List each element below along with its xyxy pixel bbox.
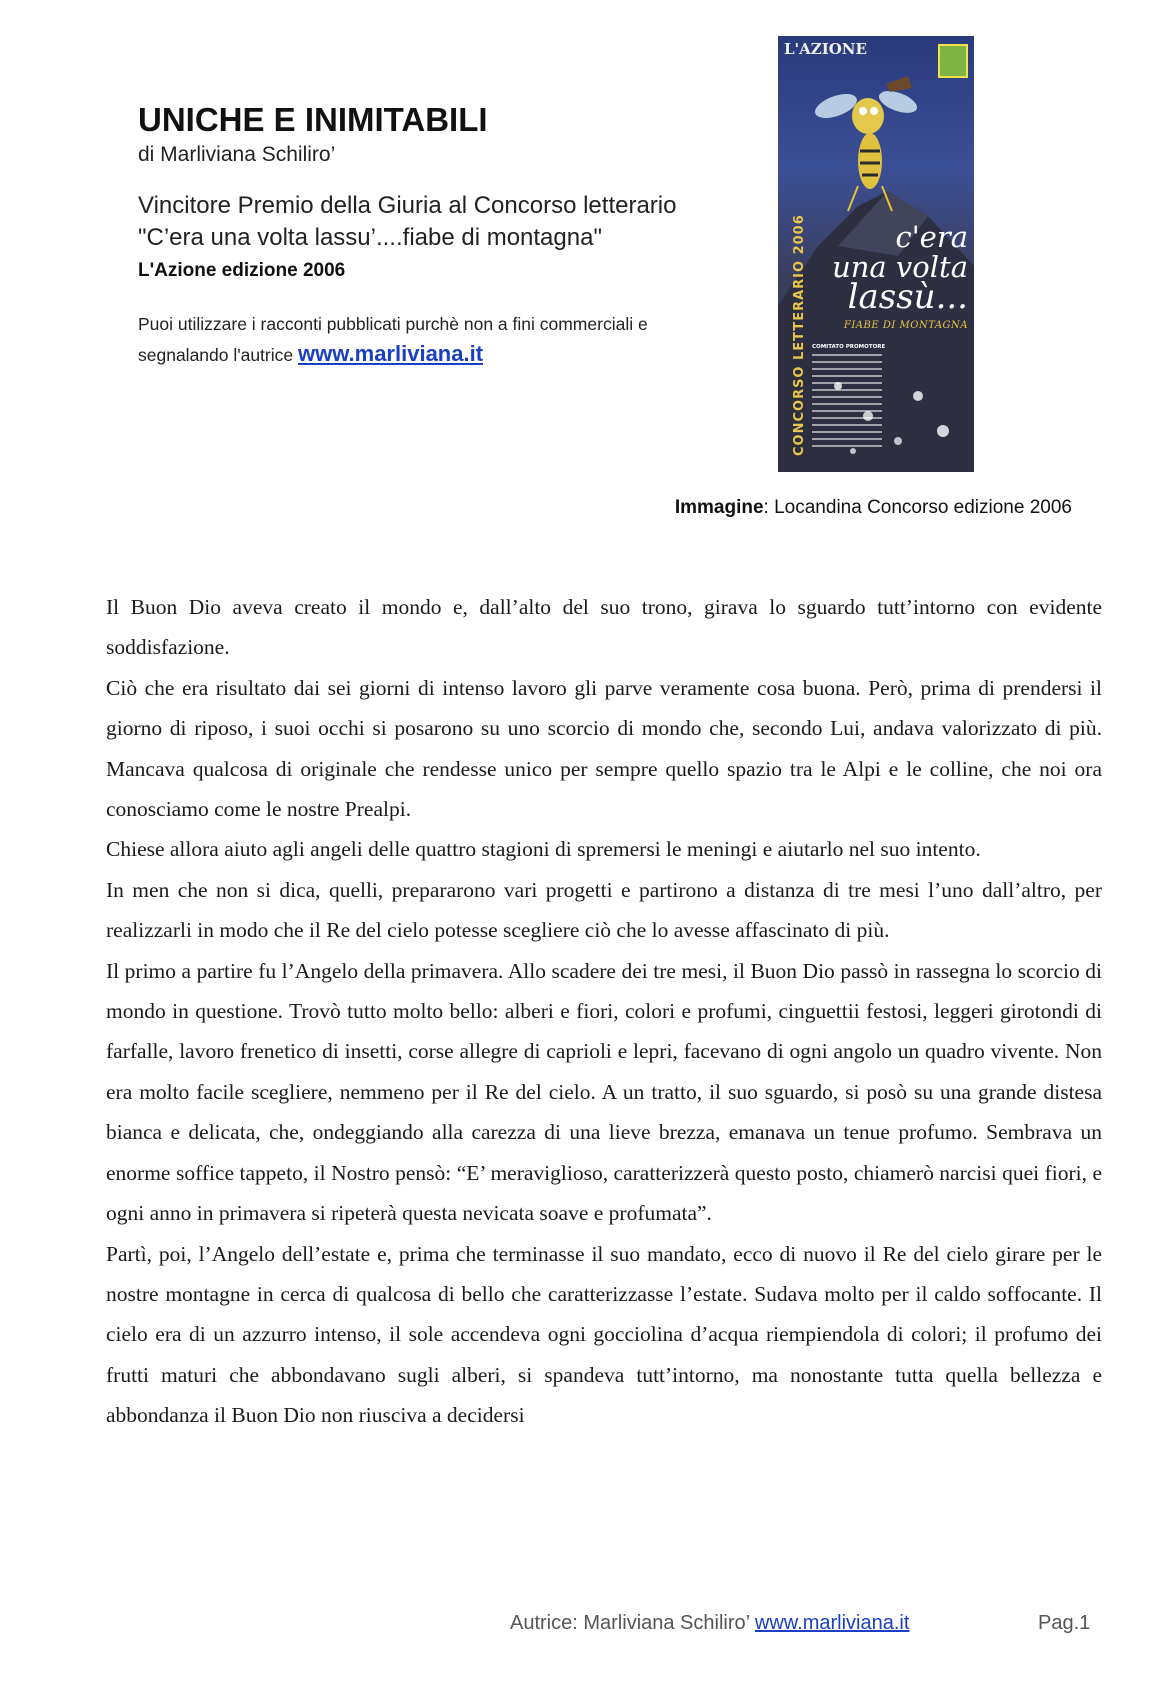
footer-website-link[interactable]: www.marliviana.it (754, 1612, 910, 1634)
image-caption (600, 497, 1072, 519)
paragraph: In men che non si dica, quelli, prepararono vari progetti e partirono a distanza di tre mesi l’uno dall’altro, per realizzarli in modo che il Re del cielo potesse scegliere ciò che lo avesse affascinato di più. (106, 877, 1102, 943)
license-text: segnalando l'autrice (138, 345, 294, 365)
paragraph: Il primo a partire fu l’Angelo della primavera. Allo scadere dei tre mesi, il Buon Dio passò in rassegna lo scorcio di mondo in questione. Trovò tutto molto bello: alberi e fiori, colori e profumi, cinguettii festosi, leggeri girotondi di farfalle, lavoro frenetico di insetti, corse allegre di caprioli e lepri, facevano di ogni angolo un quadro vivente. Non era molto facile scegliere, nemmeno per il Re del cielo. A un tratto, il suo sguardo, si posò su una grande distesa bianca e delicata, che, ondeggiando alla carezza di una lieve brezza, emanava un tenue profumo. Sembrava un enorme soffice tappeto, il Nostro pensò: “E’ meraviglioso, caratterizzerà questo posto, chiamerò narcisi quei fiori, e ogni anno in primavera si ripeterà questa nevicata soave e profumata”. (106, 958, 1102, 1226)
poster-tagline-line: lassù... (847, 277, 968, 317)
poster-fine-print (812, 354, 882, 452)
mosquito-illustration (808, 66, 928, 216)
paragraph: Il Buon Dio aveva creato il mondo e, dall’alto del suo trono, girava lo sguardo tutt’intorno con evidente soddisfazione. (106, 595, 1102, 660)
website-link[interactable]: www.marliviana.it (298, 341, 484, 366)
page-number: Pag.1 (1038, 1612, 1091, 1634)
contest-poster-image (778, 36, 974, 472)
poster-logo-icon (938, 44, 968, 78)
paragraph: Ciò che era risultato dai sei giorni di intenso lavoro gli parve veramente cosa buona. Però, prima di prendersi il giorno di riposo, i suoi occhi si posarono su uno scorcio di mondo che, secondo Lui, andava valorizzato di più. Mancava qualcosa di originale che rendesse unico per sempre quello spazio tra le Alpi e le colline, che noi ora conosciamo come le nostre Prealpi. (106, 675, 1102, 822)
poster-comitato: COMITATO PROMOTORE (812, 344, 886, 350)
poster-subtitle: FIABE DI MONTAGNA (843, 320, 968, 331)
poster-side-text: CONCORSO LETTERARIO 2006 (792, 214, 807, 456)
prize-contest-name: "C’era una volta lassu’....fiabe di montagna" (138, 224, 602, 251)
license-note (138, 310, 768, 370)
caption-text: : Locandina Concorso edizione 2006 (763, 497, 1072, 518)
footer-author-label: Autrice: Marliviana Schiliro’ (510, 1612, 755, 1634)
poster-tagline-line: c'era (895, 220, 968, 254)
poster-brand: L'AZIONE (784, 40, 867, 58)
footer-author (510, 1612, 909, 1635)
license-line: Puoi utilizzare i racconti pubblicati purchè non a fini commerciali e (138, 314, 648, 334)
author-byline: di Marliviana Schiliro’ (138, 143, 336, 166)
story-body (106, 587, 1102, 1436)
document-header (138, 100, 768, 370)
license-line-2 (138, 339, 768, 370)
edition-label: L'Azione edizione 2006 (138, 260, 346, 281)
prize-line: Vincitore Premio della Giuria al Concorso letterario (138, 192, 677, 219)
caption-label: Immagine (674, 497, 764, 518)
poster-tagline (832, 220, 968, 317)
paragraph: Chiese allora aiuto agli angeli delle quattro stagioni di spremersi le meningi e aiutarlo nel suo intento. (106, 837, 981, 862)
poster-tagline-line: una volta (832, 250, 968, 284)
story-title: UNICHE E INIMITABILI (138, 101, 488, 138)
prize-info (138, 190, 768, 254)
paragraph: Partì, poi, l’Angelo dell’estate e, prima che terminasse il suo mandato, ecco di nuovo il Re del cielo girare per le nostre montagne in cerca di qualcosa di bello che caratterizzasse l’estate. Sudava molto per il caldo soffocante. Il cielo era di un azzurro intenso, il sole accendeva ogni gocciolina d’acqua riempiendola di colori; il profumo dei frutti maturi che abbondavano sugli alberi, si spandeva tutt’intorno, ma nonostante tutta quella bellezza e abbondanza il Buon Dio non riusciva a decidersi (106, 1241, 1102, 1428)
